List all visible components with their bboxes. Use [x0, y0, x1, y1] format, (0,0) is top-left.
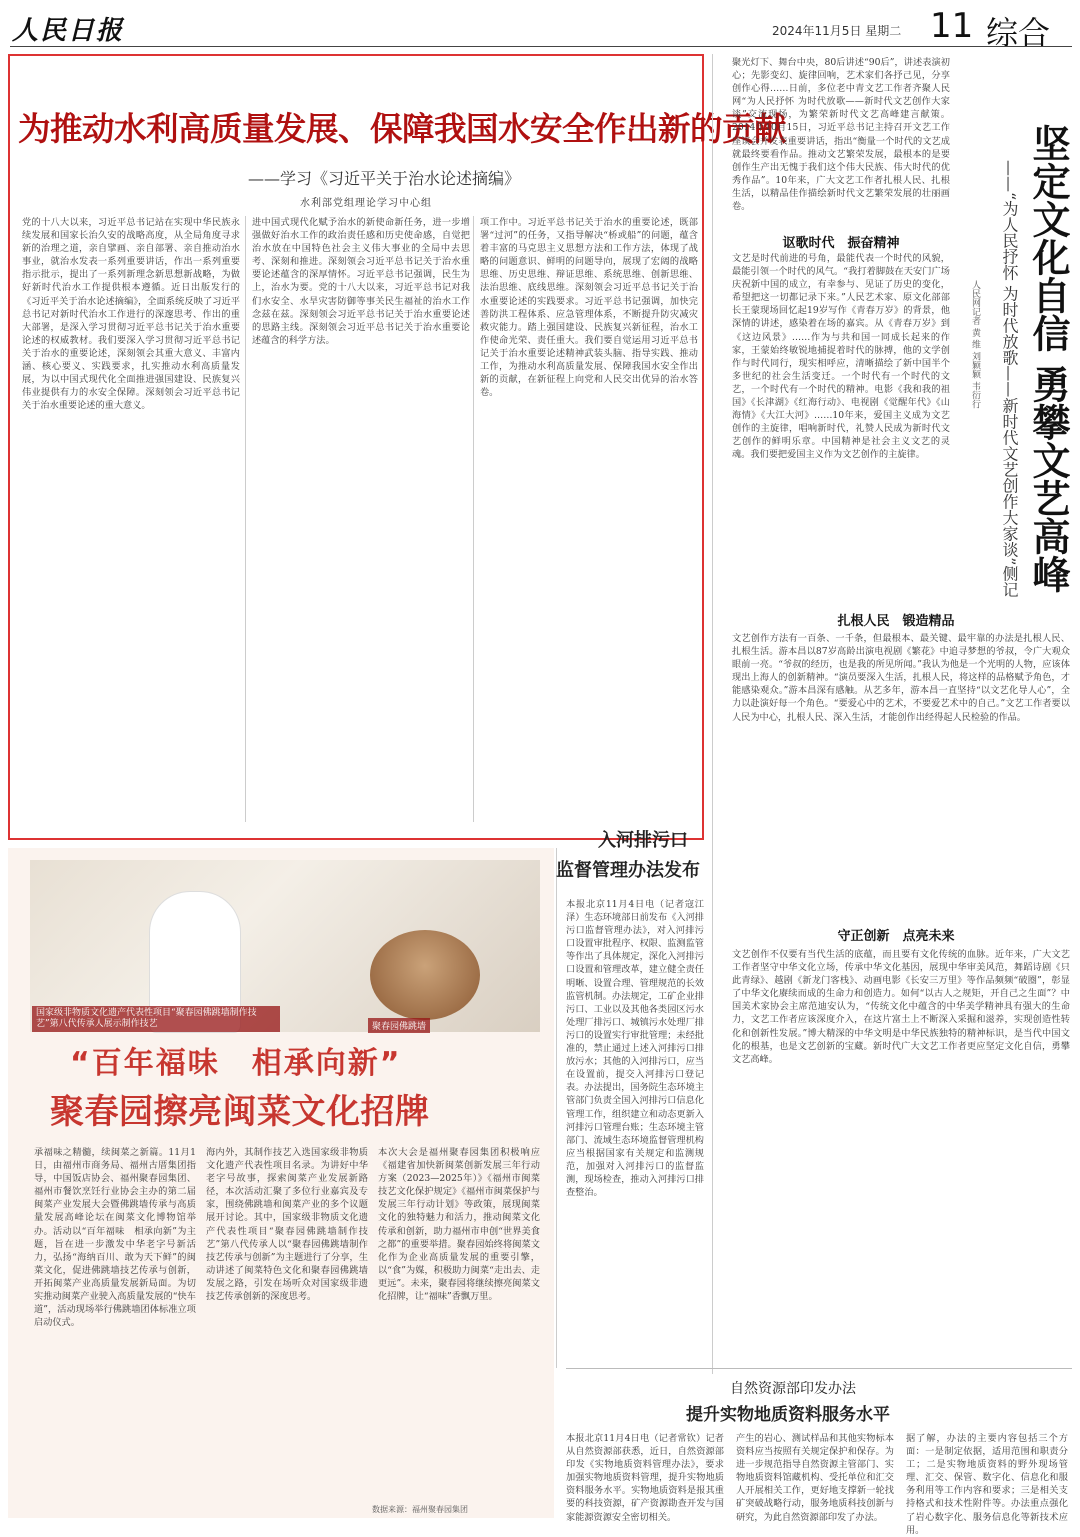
bottom-article-title-1: 自然资源部印发办法 [730, 1381, 856, 1397]
masthead-logo: 人民日报 [12, 16, 125, 46]
header-rule [10, 46, 1072, 47]
right-feature-section-text: 文艺创作不仅要有当代生活的底蕴，而且要有文化传统的血脉。近年来，广大文艺工作者坚守中华文化立场，传承中华文化基因，展现中华审美风范，舞蹈诗剧《只此青绿》、越剧《新龙门客栈》、动画电影《长安三万里》等作品频频“破圈”，彰显了中华文化赓续而成的生命力和创造力。如何“以古人之规矩，开自己之生面”？中国美术家协会主席范迪安认为，“传统文化中蕴含的中华美学精神具有强大的生命力，文艺工作者应该深度介入，在这片富土上不断深入采掘和滋养，实现创造性转化和创新性发展。”博大精深的中华文明是中华民族独特的精神标识，是当代中国文化的根基，也是文艺创新的宝藏。新时代广大文艺工作者更应坚定文化自信，勇攀文艺高峰。 [732, 949, 1070, 1065]
right-feature-intro: 聚光灯下、舞台中央，80后讲述“90后”，讲述表演初心；先影变幻、旋律回响，艺术家们各抒己见，分享创作心得……日前，多位老中青文艺工作者齐聚人民网“为人民抒怀 为时代放歌——新时代文艺创作大家谈”交流现场，为繁荣新时代文艺高峰建言献策。2014年10月15日，习近平总书记主持召开文艺工作座谈会并发表重要讲话，指出“衡量一个时代的文艺成就最终要看作品。推动文艺繁荣发展，最根本的是要创作生产出无愧于我们这个伟大民族、伟大时代的优秀作品”。10年来，广大文艺工作者扎根人民、扎根生活，以精品佳作描绘新时代文艺繁荣发展的壮丽画卷。 [732, 57, 950, 213]
advertorial-col-3: 本次大会是福州聚春园集团积极响应《福建省加快新闽菜创新发展三年行动方案（2023—2025年）》《福州市闽菜技艺文化保护规定》《福州市闽菜保护与发展三年行动计划》等政策，展现闽菜文化的独特魅力和活力，推动闽菜文化传承和创新，助力福州市申创“世界美食之都”的重要举措。聚春园始终将闽菜文化作为企业高质量发展的重要引擎，以“食”为媒，积极助力闽菜“走出去、走更远”。未来，聚春园将继续擦亮闽菜文化招牌，让“福味”香飘万里。 [378, 1147, 540, 1303]
column-divider [473, 216, 474, 822]
bottom-article-col-2: 产生的岩心、测试样品和其他实物标本资料应当按照有关规定保护和保存。为进一步规范指导自然资源主管部门、实物地质资料馆藏机构、受托单位和汇交人开展相关工作，更好地支撑新一轮找矿突破战略行动，服务地质科技创新与研究，为此自然资源部印发了办法。 [736, 1433, 894, 1523]
advertorial-source: 数据来源：福州聚春园集团 [372, 1505, 468, 1514]
column-divider [245, 216, 246, 822]
bottom-article-col-3: 据了解，办法的主要内容包括三个方面：一是制定依据，适用范围和职责分工；二是实物地质资料的野外现场管理、汇交、保管、数字化、信息化和服务利用等工作内容和要求；三是相关支持格式和技术性附件等。办法重点强化了岩心数字化、服务信息化等新技术应用。 [906, 1433, 1068, 1536]
main-article-col-1: 党的十八大以来，习近平总书记站在实现中华民族永续发展和国家长治久安的战略高度，从全局角度寻求新的治理之道，亲自擘画、亲自部署、亲自推动治水事业，就治水发表一系列重要讲话，作出一系列重要指示批示，提出了一系列新理念新思想新战略，为做好新时代治水工作提供根本遵循。近日出版发行的《习近平关于治水论述摘编》，全面系统反映了习近平总书记对新时代治水工作进行的深邃思考、作出的重大部署，是深入学习贯彻习近平总书记关于治水重要论述的权威教材。我们要深入学习贯彻习近平总书记关于治水的重要论述，深刻领会其重大意义、丰富内涵、核心要义、实践要求，扎实推动水利高质量发展，为以中国式现代化全面推进强国建设、民族复兴伟业提供有力的水安全保障。深刻领会习近平总书记关于治水重要论述的重大意义。 [22, 217, 240, 412]
advertorial-col-1: 承福味之精髓，续闽菜之新篇。11月1日，由福州市商务局、福州古厝集团指导，中国饭店协会、福州聚春园集团、福州市餐饮烹饪行业协会主办的第二届闽菜产业发展大会暨佛跳墙传承与高质量发展高峰论坛在闽菜文化博物馆举办。活动以“百年福味 相承向新”为主题，旨在进一步激发中华老字号新活力，弘扬“海纳百川、敢为天下鲜”的闽菜文化，促进佛跳墙技艺传承与创新，开拓闽菜产业高质量发展新局面。为切实推动闽菜产业驶入高质量发展的“快车道”，活动现场举行佛跳墙团体标准立项启动仪式。 [34, 1147, 196, 1329]
main-article-byline: 水利部党组理论学习中心组 [300, 198, 432, 209]
bottom-article-col-1: 本报北京11月4日电（记者常钦）记者从自然资源部获悉，近日，自然资源部印发《实物地质资料管理办法》，要求加强实物地质资料管理，提升实物地质资料服务水平。实物地质资料是报其重要的科技资源，矿产资源勘查开发与国家能源资源安全密切相关。 [566, 1433, 724, 1523]
advertorial-slogan: “百年福味 相承向新” [70, 1046, 402, 1081]
photo-caption-right: 聚春园佛跳墙 [368, 1018, 430, 1033]
right-feature-subhead: 讴歌时代 振奋精神 [782, 236, 900, 251]
right-feature-section-text: 文艺创作方法有一百条、一千条，但最根本、最关键、最牢靠的办法是扎根人民、扎根生活。游本昌以87岁高龄出演电视剧《繁花》中追寻梦想的爷叔，令广大观众眼前一亮。“爷叔的经历，也是我的所见所闻。”我认为他是一个光明的人物，应该体现出上海人的创新精神。“演员要深入生活，扎根人民，将这样的品格赋予角色，才能感染观众。”游本昌深有感触。从艺多年，游本昌一直坚持“以文艺化导人心”，全力以赴演好每一个角色。“要爱心中的艺术，不要爱艺术中的自己。”文艺工作者要以人民为中心，扎根人民、深入生活，才能创作出经得起人民检验的作品。 [732, 633, 1070, 723]
right-feature-subhead: 守正创新 点亮未来 [837, 929, 955, 944]
bottom-article-title-2: 提升实物地质资料服务水平 [686, 1405, 890, 1425]
issue-date: 2024年11月5日 星期二 [772, 24, 902, 38]
right-feature-subtitle: ——“为人民抒怀 为时代放歌——新时代文艺创作大家谈”侧记 [1000, 160, 1019, 598]
column-divider [556, 848, 557, 1368]
center-article-title-2: 监督管理办法发布 [556, 860, 700, 881]
right-feature-byline: 人民网记者 黄 维 刘颖颖 韦衍行 [970, 280, 980, 409]
main-article-title: 为推动水利高质量发展、保障我国水安全作出新的贡献 [18, 110, 787, 148]
right-feature-subhead: 扎根人民 锻造精品 [837, 614, 955, 629]
section-name: 综合 [986, 14, 1051, 52]
page-divider [712, 54, 713, 1374]
advertorial-col-2: 海内外，其制作技艺入选国家级非物质文化遗产代表性项目名录。为讲好中华老字号故事，探索闽菜产业发展新路径，本次活动汇聚了多位行业嘉宾及专家，围绕佛跳墙和闽菜产业的多个议题展开讨论。其中，国家级非物质文化遗产代表性项目“聚春园佛跳墙制作技艺”第八代传承人以“聚春园佛跳墙制作技艺传承与创新”为主题进行了分享，生动讲述了闽菜特色文化和聚春园佛跳墙发展之路，引发在场听众对国家级非遗技艺传承创新的深度思考。 [206, 1147, 368, 1303]
photo-caption-left: 国家级非物质文化遗产代表性项目“聚春园佛跳墙制作技艺”第八代传承人展示制作技艺 [32, 1006, 280, 1032]
main-article-subtitle: ——学习《习近平关于治水论述摘编》 [248, 169, 521, 188]
main-article-col-3: 项工作中。习近平总书记关于治水的重要论述，既部署“过河”的任务，又指导解决“桥或船”的问题，蕴含着丰富的马克思主义思想方法和工作方法，体现了战略的问题意识、鲜明的问题导向，展现了宏阔的战略思维、历史思维、辩证思维、系统思维、创新思维、法治思维、底线思维。深刻领会习近平总书记关于治水重要论述的实践要求。习近平总书记强调，加快完善防洪工程体系、应急管理体系，不断提升防灾减灾救灾能力。踏上强国建设、民族复兴新征程，治水工作使命光荣、责任重大。我们要自觉运用习近平总书记关于治水重要论述精神武装头脑、指导实践、推动工作，为推动水利高质量发展、保障我国水安全作出新的贡献，在新征程上向党和人民交出优异的治水答卷。 [480, 217, 698, 399]
bottom-article-rule [566, 1368, 1072, 1369]
main-article-col-2: 进中国式现代化赋予治水的新使命新任务，进一步增强做好治水工作的政治责任感和历史使命感，自觉把治水放在中国特色社会主义伟大事业的全局中去思考、深刻和推进。深刻领会习近平总书记关于治水重要论述蕴含的深厚情怀。习近平总书记强调，民生为上，治水为要。党的十八大以来，习近平总书记对我们水安全、水旱灾害防御等事关民生福祉的治水工作念兹在兹。深刻领会习近平总书记关于治水重要论述的思路主线。深刻领会习近平总书记关于治水重要论述蕴含的科学方法。 [252, 217, 470, 346]
page-number: 11 [930, 6, 974, 46]
center-article-text: 本报北京11月4日电（记者寇江泽）生态环境部日前发布《入河排污口监督管理办法》，对入河排污口设置审批程序、权限、监测监管等作出了具体规定，深化入河排污口设置和管理改革，建立健全责任明晰、设置合理、管理规范的长效监管机制。办法规定，工矿企业排污口、工业以及其他各类园区污水处理厂排污口、城镇污水处理厂排污口的设置实行审批管理；未经批准的，禁止通过上述入河排污口排放污水；其他的入河排污口，应当在设置前，提交入河排污口登记表。办法提出，国务院生态环境主管部门负责全国入河排污口信息化管理工作，组织建立和动态更新入河排污口管理台账；生态环境主管部门、流域生态环境监督管理机构应当根据国家有关规定和监测规范，加强对入河排污口的监督监测，现场检查，推动入河排污口排查整治。 [566, 899, 704, 1199]
right-feature-title: 坚定文化自信 勇攀文艺高峰 [1026, 124, 1070, 594]
advertorial-title: 聚春园擦亮闽菜文化招牌 [50, 1092, 430, 1132]
center-article-title-1: 入河排污口 [598, 830, 688, 851]
dish-bowl-image [370, 930, 480, 1020]
right-feature-section-text: 文艺是时代前进的号角，最能代表一个时代的风貌，最能引领一个时代的风气。“我打着脚鼓在天安门广场庆祝新中国的成立，有幸参与、见证了历史的变化，希望把这一切都记录下来。”人民艺术家、原文化部部长王蒙现场回忆起19岁写作《青春万岁》的背景，他深情的讲述，感染着在场的嘉宾。从《青春万岁》到《这边风景》……作为与共和国一同成长起来的作家，王蒙始终敏锐地捕捉着时代的脉搏，他的文学创作与时代同行，现实相呼应，清晰描绘了新中国半个多世纪的社会生活变迁。一个时代有一个时代的文艺，一个时代有一个时代的精神。电影《我和我的祖国》《长津湖》《红海行动》、电视剧《觉醒年代》《山海情》《大江大河》……10年来，爱国主义成为文艺创作的主旋律，唱响新时代，礼赞人民成为新时代文艺创作的鲜明乐章。中国精神是社会主义文艺的灵魂。我们要把爱国主义作为文艺创作的主旋律。 [732, 253, 950, 461]
